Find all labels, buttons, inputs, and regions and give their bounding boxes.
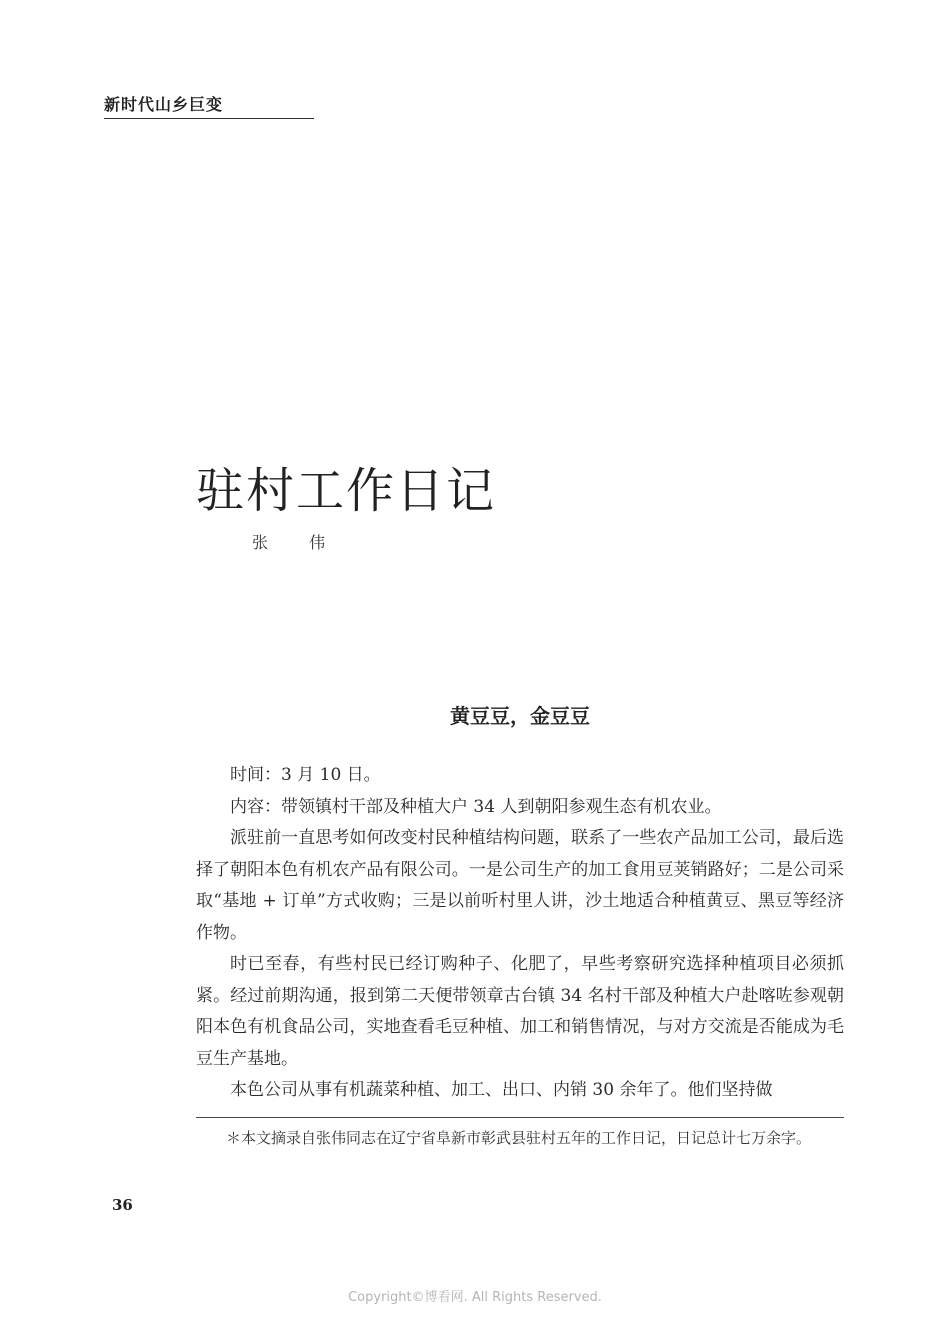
paragraph-body: 时已至春，有些村民已经订购种子、化肥了，早些考察研究选择种植项目必须抓紧。经过前期沟通，报到第二天便带领章古台镇 34 名村干部及种植大户赴喀咗参观朝阳本色有机食品公司，实地查看毛豆种植、加工和销售情况，与对方交流是否能成为毛豆生产基地。 xyxy=(196,954,844,1069)
paragraph-body: 本色公司从事有机蔬菜种植、加工、出口、内销 30 余年了。他们坚持做 xyxy=(230,1080,773,1100)
paragraph-content: 内容：带领镇村干部及种植大户 34 人到朝阳参观生态有机农业。 xyxy=(230,796,722,817)
article-title: 驻村工作日记 xyxy=(196,463,497,519)
page-number: 36 xyxy=(112,1196,133,1214)
header-divider xyxy=(104,118,314,119)
copyright-notice: Copyright©博看网. All Rights Reserved. xyxy=(348,1290,602,1305)
section-title: 黄豆豆，金豆豆 xyxy=(450,704,590,728)
paragraph-body: 派驻前一直思考如何改变村民种植结构问题，联系了一些农产品加工公司，最后选择了朝阳本色有机农产品有限公司。一是公司生产的加工食用豆荚销路好；二是公司采取“基地 + 订单”方式收购；三是以前听村里人讲，沙土地适合种植黄豆、黑豆等经济作物。 xyxy=(196,828,844,943)
paragraph-time: 时间：3 月 10 日。 xyxy=(230,765,381,785)
footnote: ＊本文摘录自张伟同志在辽宁省阜新市彰武县驻村五年的工作日记，日记总计七万余字。 xyxy=(226,1129,812,1147)
footnote-divider xyxy=(196,1117,844,1118)
article-body xyxy=(196,760,844,1107)
section-label: 新时代山乡巨变 xyxy=(104,95,224,114)
author-name: 张 伟 xyxy=(252,533,344,552)
